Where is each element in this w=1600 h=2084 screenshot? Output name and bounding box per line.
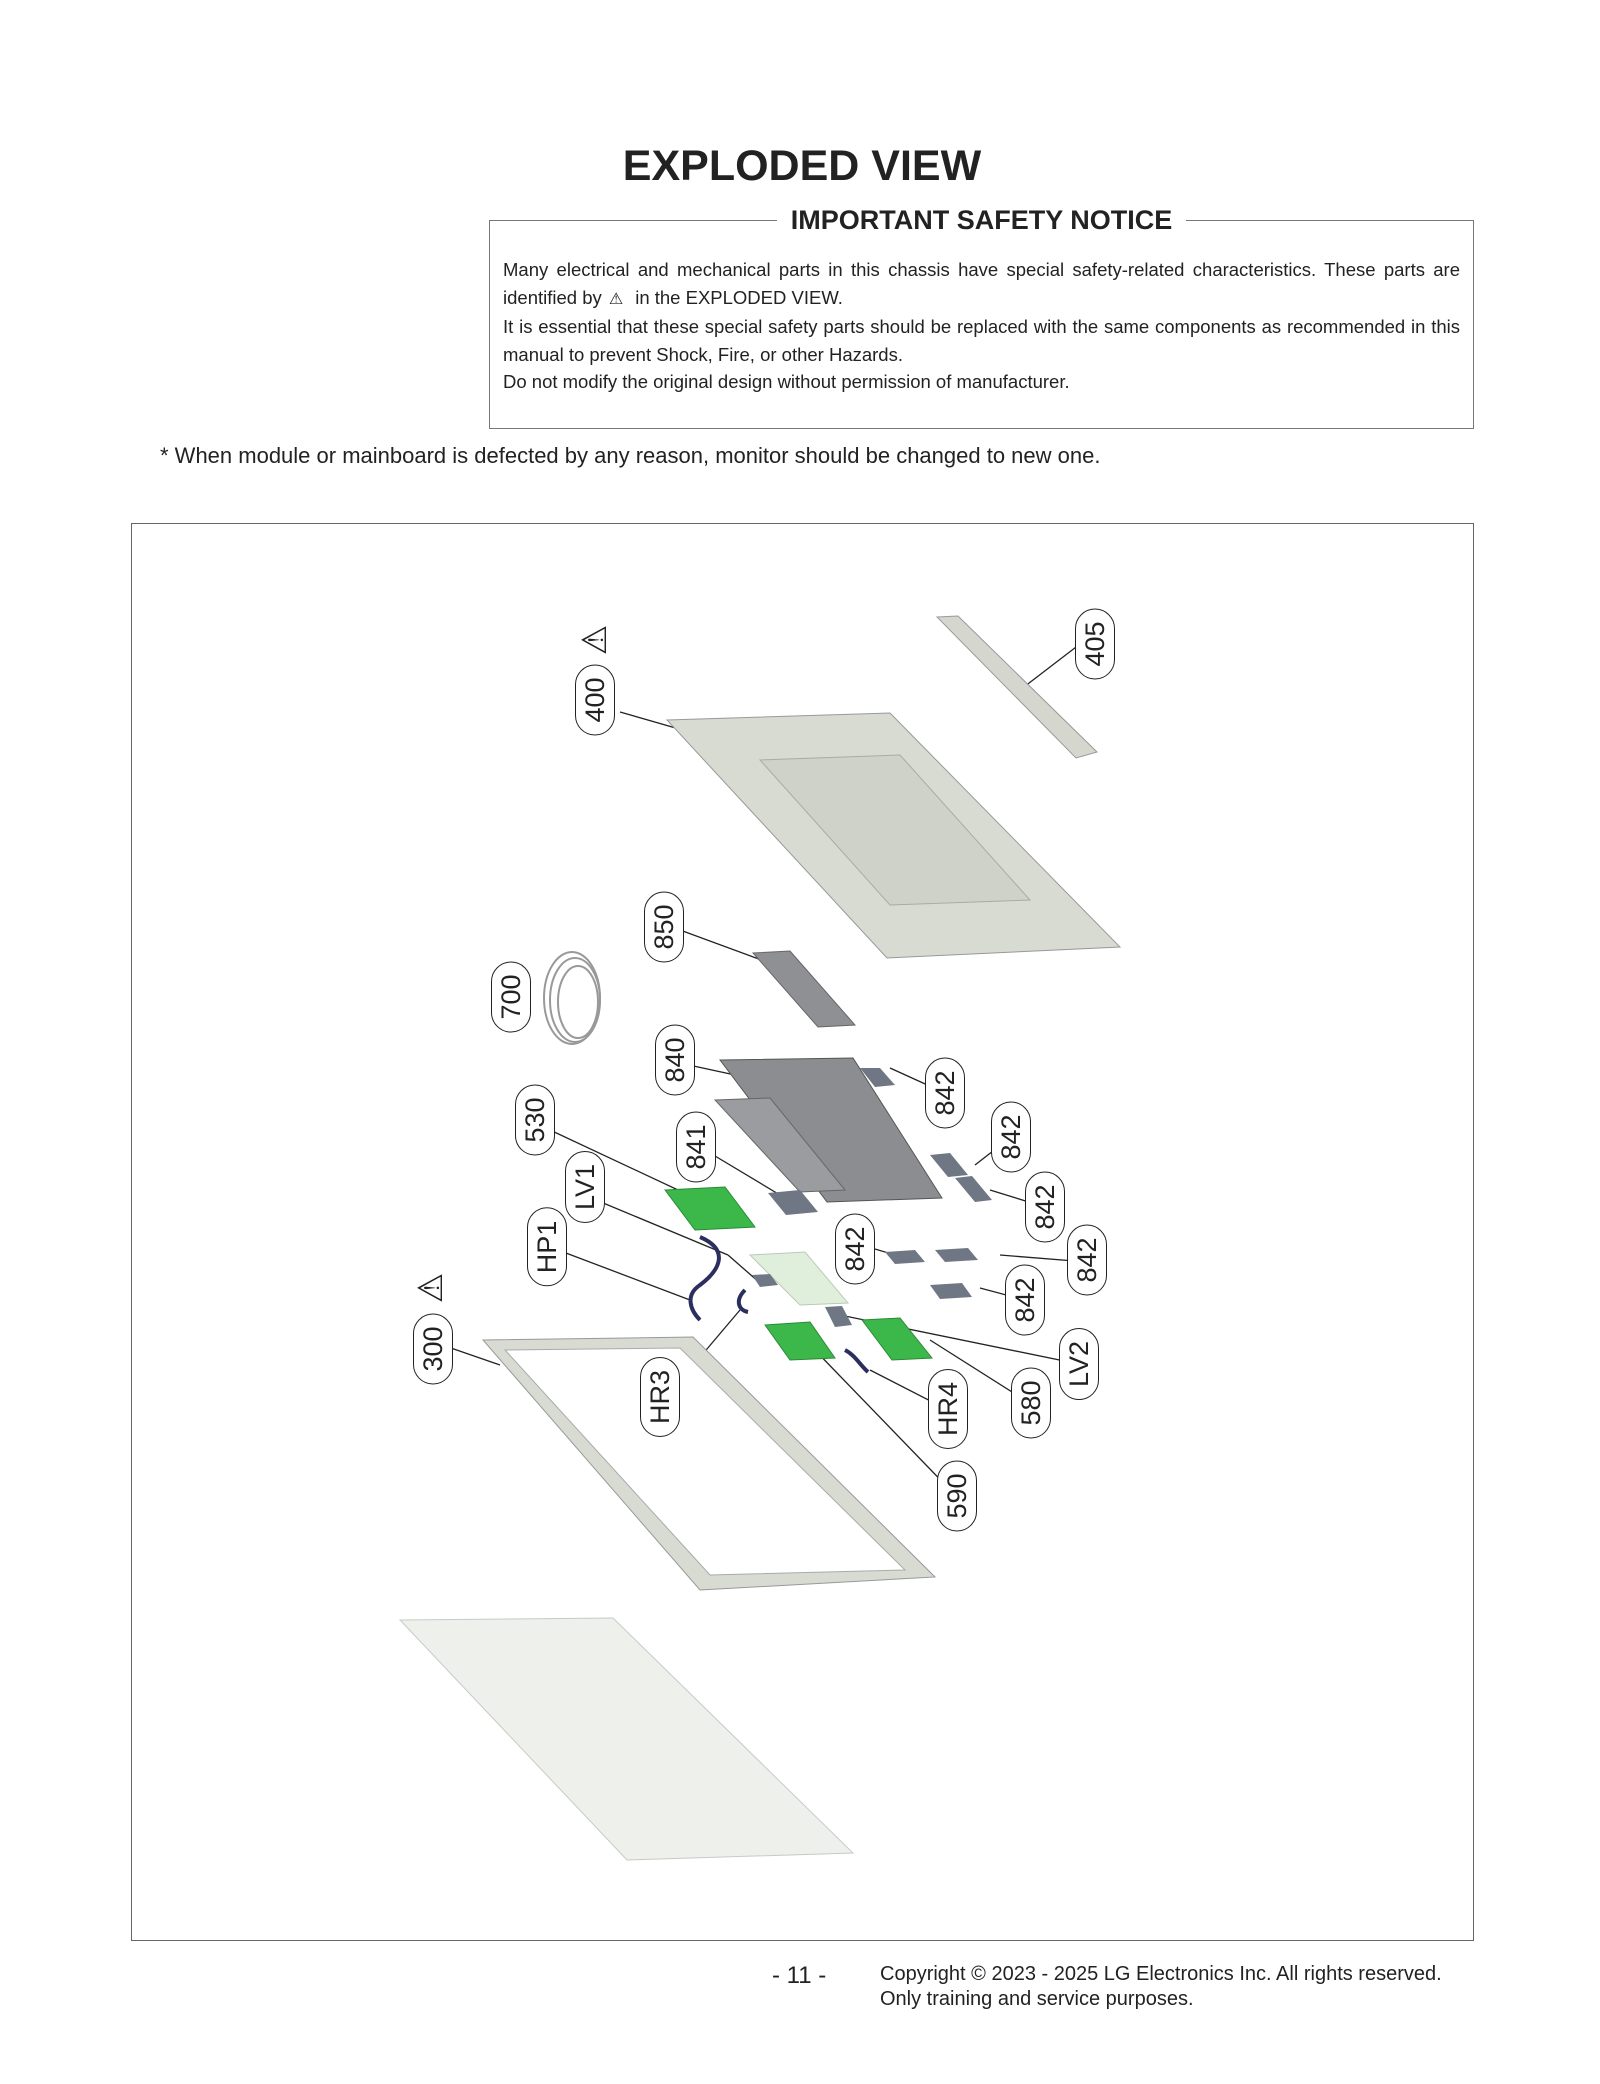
part-841-pad (768, 1190, 818, 1215)
part-700-power-cord (544, 952, 600, 1044)
callout-lv2: LV2 (1059, 1328, 1099, 1400)
warning-triangle-icon: ⚠ (412, 1272, 450, 1304)
part-hp1-cable (691, 1237, 719, 1320)
part-530-board (665, 1187, 755, 1230)
copyright-text: Copyright © 2023 - 2025 LG Electronics Inc. All rights reserved. (880, 1963, 1442, 1985)
callout-hr3: HR3 (640, 1357, 680, 1437)
copyright-footer (880, 1962, 1442, 2012)
usage-text: Only training and service purposes. (880, 1988, 1194, 2010)
warning-triangle-icon: ⚠ (576, 624, 614, 656)
callout-580: 580 (1011, 1367, 1051, 1438)
page-title: EXPLODED VIEW (622, 142, 982, 190)
callout-840: 840 (655, 1024, 695, 1095)
callout-hp1: HP1 (527, 1208, 567, 1287)
part-580-board (862, 1318, 932, 1360)
callout-400: 400 (575, 664, 615, 735)
callout-842: 842 (991, 1101, 1031, 1172)
part-hr3-cable (739, 1290, 748, 1312)
callout-842: 842 (1067, 1224, 1107, 1295)
callout-841: 841 (676, 1111, 716, 1182)
notice-line1b: in the EXPLODED VIEW. (635, 286, 843, 308)
callout-590: 590 (937, 1460, 977, 1531)
callout-300: 300 (413, 1313, 453, 1384)
callout-530: 530 (515, 1084, 555, 1155)
callout-842: 842 (1025, 1171, 1065, 1242)
notice-line3: Do not modify the original design without permission of manufacturer. (503, 371, 1070, 392)
notice-line2: It is essential that these special safety parts should be replaced with the same components as recommended in this manual to prevent Shock, Fire, or other Hazards. (503, 316, 1460, 365)
callout-hr4: HR4 (928, 1369, 968, 1449)
callout-700: 700 (491, 961, 531, 1032)
panel-module (400, 1618, 853, 1860)
callout-842: 842 (925, 1057, 965, 1128)
notice-line1: Many electrical and mechanical parts in this chassis have special safety-related characteristics. These parts are identified by (503, 259, 1460, 308)
module-note: * When module or mainboard is defected by any reason, monitor should be changed to new one. (160, 443, 1101, 468)
warning-triangle-icon: ⚠ (608, 290, 624, 308)
callout-850: 850 (644, 891, 684, 962)
safety-notice-heading: IMPORTANT SAFETY NOTICE (777, 205, 1187, 235)
part-850-bracket (753, 951, 855, 1027)
part-405-top-cover (937, 616, 1097, 758)
callout-405: 405 (1075, 608, 1115, 679)
page-number: - 11 - (772, 1962, 827, 1989)
callout-842: 842 (1005, 1264, 1045, 1335)
callout-lv1: LV1 (565, 1151, 605, 1223)
part-590-board (765, 1322, 835, 1360)
part-300-front-frame (483, 1337, 935, 1590)
part-hr4-cable (845, 1350, 868, 1372)
callout-842: 842 (835, 1213, 875, 1284)
